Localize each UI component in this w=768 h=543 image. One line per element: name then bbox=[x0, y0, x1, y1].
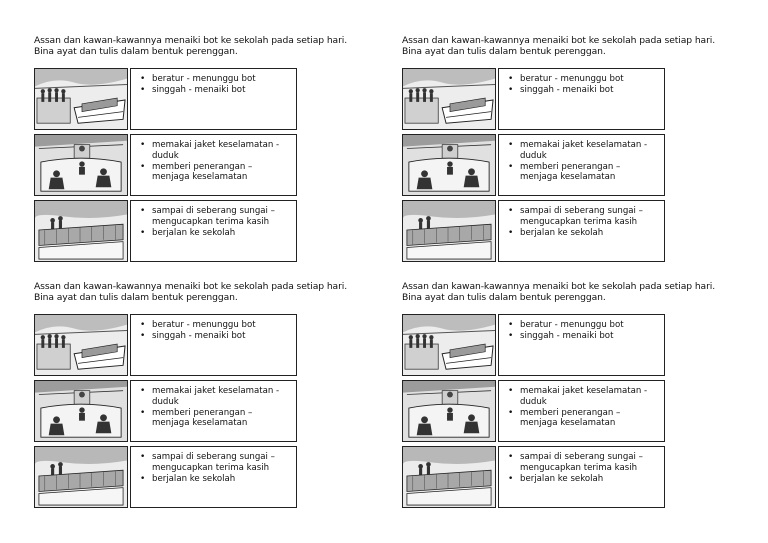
bullet-item: • berjalan ke sekolah bbox=[146, 228, 290, 239]
bullet-item: • sampai di seberang sungai – mengucapkan terima kasih bbox=[514, 206, 658, 228]
text-box-2 bbox=[498, 134, 665, 196]
picture-boat-safety bbox=[402, 380, 496, 442]
text-box-2 bbox=[130, 380, 297, 442]
picture-boat-safety bbox=[34, 380, 128, 442]
bullet-item: • memberi penerangan – menjaga keselamatan bbox=[514, 408, 658, 430]
bullet-list-3 bbox=[131, 447, 296, 484]
picture-river-crossing bbox=[34, 200, 128, 262]
bullet-item: • memberi penerangan – menjaga keselamatan bbox=[146, 408, 290, 430]
picture-row-2 bbox=[34, 380, 304, 442]
bullet-list-1 bbox=[499, 69, 664, 96]
bullet-item: • memakai jaket keselamatan - duduk bbox=[514, 386, 658, 408]
bullet-list-3 bbox=[499, 201, 664, 238]
task-instruction: Bina ayat dan tulis dalam bentuk perenggan. bbox=[34, 46, 238, 57]
task-instruction: Bina ayat dan tulis dalam bentuk perenggan. bbox=[34, 292, 238, 303]
picture-row-2 bbox=[402, 134, 672, 196]
intro-sentence: Assan dan kawan-kawannya menaiki bot ke sekolah pada setiap hari. bbox=[402, 35, 716, 46]
intro-sentence: Assan dan kawan-kawannya menaiki bot ke sekolah pada setiap hari. bbox=[402, 281, 716, 292]
text-box-3 bbox=[130, 446, 297, 508]
text-box-1 bbox=[130, 68, 297, 130]
worksheet-panel-1 bbox=[34, 35, 374, 275]
picture-row-1 bbox=[402, 314, 672, 376]
intro-sentence: Assan dan kawan-kawannya menaiki bot ke sekolah pada setiap hari. bbox=[34, 35, 348, 46]
bullet-item: • singgah - menaiki bot bbox=[146, 85, 290, 96]
picture-row-3 bbox=[34, 446, 304, 508]
picture-pier-queue bbox=[402, 68, 496, 130]
intro-sentence: Assan dan kawan-kawannya menaiki bot ke sekolah pada setiap hari. bbox=[34, 281, 348, 292]
picture-boat-safety bbox=[34, 134, 128, 196]
bullet-list-1 bbox=[499, 315, 664, 342]
text-box-3 bbox=[130, 200, 297, 262]
text-box-3 bbox=[498, 200, 665, 262]
bullet-item: • berjalan ke sekolah bbox=[514, 474, 658, 485]
bullet-list-2 bbox=[499, 381, 664, 429]
task-instruction: Bina ayat dan tulis dalam bentuk perenggan. bbox=[402, 46, 606, 57]
picture-row-1 bbox=[402, 68, 672, 130]
bullet-item: • singgah - menaiki bot bbox=[514, 331, 658, 342]
picture-row-2 bbox=[34, 134, 304, 196]
bullet-item: • memakai jaket keselamatan - duduk bbox=[514, 140, 658, 162]
picture-pier-queue bbox=[34, 314, 128, 376]
instructions bbox=[34, 281, 374, 303]
bullet-item: • berjalan ke sekolah bbox=[146, 474, 290, 485]
bullet-item: • memakai jaket keselamatan - duduk bbox=[146, 140, 290, 162]
text-box-1 bbox=[130, 314, 297, 376]
picture-river-crossing bbox=[402, 446, 496, 508]
bullet-item: • sampai di seberang sungai – mengucapkan terima kasih bbox=[146, 452, 290, 474]
picture-row-1 bbox=[34, 68, 304, 130]
picture-pier-queue bbox=[402, 314, 496, 376]
text-box-2 bbox=[130, 134, 297, 196]
bullet-list-3 bbox=[499, 447, 664, 484]
picture-river-crossing bbox=[402, 200, 496, 262]
instructions bbox=[402, 35, 742, 57]
bullet-item: • beratur - menunggu bot bbox=[146, 320, 290, 331]
picture-row-3 bbox=[34, 200, 304, 262]
text-box-2 bbox=[498, 380, 665, 442]
bullet-item: • beratur - menunggu bot bbox=[514, 74, 658, 85]
worksheet-panel-3 bbox=[34, 281, 374, 521]
text-box-1 bbox=[498, 68, 665, 130]
bullet-item: • sampai di seberang sungai – mengucapkan terima kasih bbox=[514, 452, 658, 474]
picture-row-3 bbox=[402, 200, 672, 262]
task-instruction: Bina ayat dan tulis dalam bentuk perenggan. bbox=[402, 292, 606, 303]
bullet-item: • singgah - menaiki bot bbox=[146, 331, 290, 342]
picture-river-crossing bbox=[34, 446, 128, 508]
bullet-list-3 bbox=[131, 201, 296, 238]
bullet-item: • memberi penerangan – menjaga keselamatan bbox=[514, 162, 658, 184]
bullet-list-1 bbox=[131, 69, 296, 96]
worksheet-panel-4 bbox=[402, 281, 742, 521]
bullet-list-1 bbox=[131, 315, 296, 342]
picture-row-2 bbox=[402, 380, 672, 442]
worksheet-panel-2 bbox=[402, 35, 742, 275]
bullet-item: • beratur - menunggu bot bbox=[146, 74, 290, 85]
instructions bbox=[402, 281, 742, 303]
text-box-1 bbox=[498, 314, 665, 376]
picture-boat-safety bbox=[402, 134, 496, 196]
instructions bbox=[34, 35, 374, 57]
picture-pier-queue bbox=[34, 68, 128, 130]
bullet-item: • memberi penerangan – menjaga keselamatan bbox=[146, 162, 290, 184]
text-box-3 bbox=[498, 446, 665, 508]
bullet-item: • memakai jaket keselamatan - duduk bbox=[146, 386, 290, 408]
bullet-list-2 bbox=[131, 381, 296, 429]
picture-row-3 bbox=[402, 446, 672, 508]
bullet-list-2 bbox=[499, 135, 664, 183]
picture-row-1 bbox=[34, 314, 304, 376]
bullet-list-2 bbox=[131, 135, 296, 183]
bullet-item: • sampai di seberang sungai – mengucapkan terima kasih bbox=[146, 206, 290, 228]
bullet-item: • singgah - menaiki bot bbox=[514, 85, 658, 96]
bullet-item: • beratur - menunggu bot bbox=[514, 320, 658, 331]
bullet-item: • berjalan ke sekolah bbox=[514, 228, 658, 239]
